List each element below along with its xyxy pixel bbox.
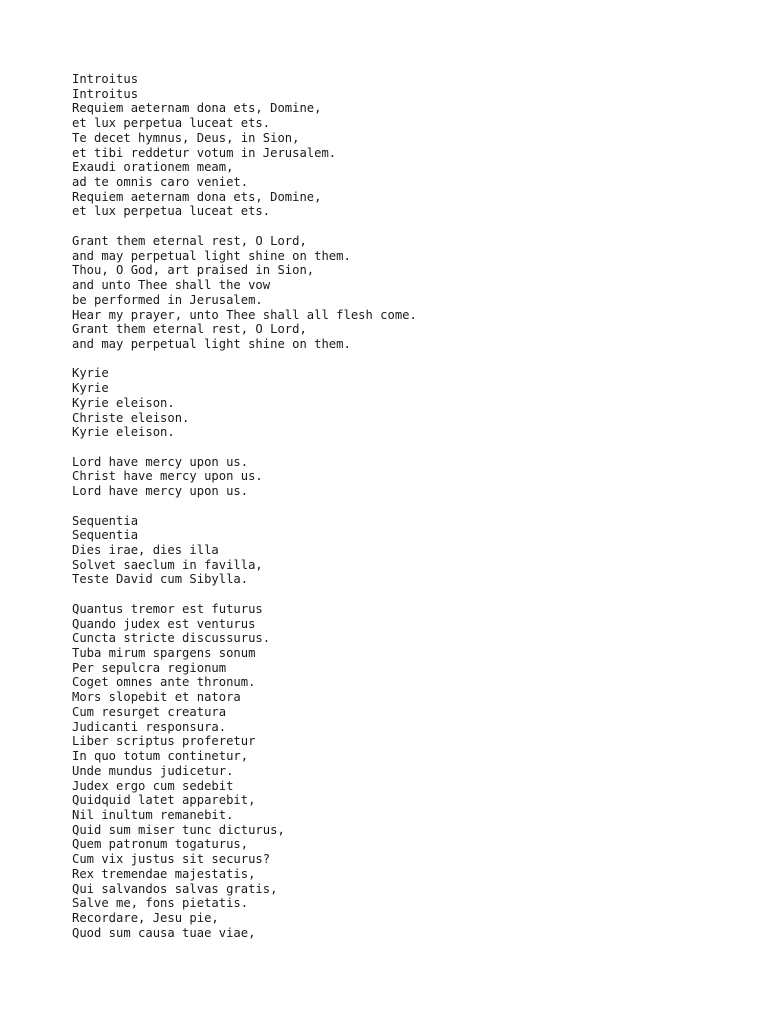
text-line: Kyrie [72,381,109,396]
text-line: Recordare, Jesu pie, [72,910,219,925]
text-line: Mors slopebit et natora [72,690,241,705]
text-line: Nil inultum remanebit. [72,807,234,822]
text-line: Salve me, fons pietatis. [72,896,249,911]
text-line: Quid sum miser tunc dicturus, [72,822,285,837]
text-line: Thou, O God, art praised in Sion, [72,263,315,278]
text-line: Requiem aeternam dona ets, Domine, [72,189,322,204]
text-line: Rex tremendae majestatis, [72,866,256,881]
text-line: Judex ergo cum sedebit [72,778,234,793]
text-line: Exaudi orationem meam, [72,160,234,175]
text-line: Te decet hymnus, Deus, in Sion, [72,130,300,145]
text-line: Kyrie eleison. [72,395,175,410]
text-line: Tuba mirum spargens sonum [72,646,256,661]
text-line: Lord have mercy upon us. [72,454,249,469]
text-line: Sequentia [72,528,139,543]
text-line: In quo totum continetur, [72,749,249,764]
text-line: et tibi reddetur votum in Jerusalem. [72,145,337,160]
text-line: Quando judex est venturus [72,616,256,631]
text-line: Solvet saeclum in favilla, [72,557,263,572]
text-line: Christ have mercy upon us. [72,469,263,484]
text-line: Quod sum causa tuae viae, [72,925,256,940]
text-line: Introitus [72,72,139,86]
text-line: Introitus [72,86,139,101]
text-line: and may perpetual light shine on them. [72,248,351,263]
text-line: Grant them eternal rest, O Lord, [72,233,307,248]
text-line: Kyrie [72,366,109,381]
text-line: and may perpetual light shine on them. [72,336,351,351]
lyrics-text-block [72,72,732,940]
text-line: Cum resurget creatura [72,704,227,719]
text-line: Requiem aeternam dona ets, Domine, [72,101,322,116]
text-line: Qui salvandos salvas gratis, [72,881,278,896]
text-line: Per sepulcra regionum [72,660,227,675]
text-line: Quem patronum togaturus, [72,837,249,852]
text-line: Unde mundus judicetur. [72,763,234,778]
text-line: Sequentia [72,513,139,528]
text-line: Kyrie eleison. [72,425,175,440]
text-line: Teste David cum Sibylla. [72,572,249,587]
text-line: Hear my prayer, unto Thee shall all flesh come. [72,307,417,322]
text-line: Lord have mercy upon us. [72,484,249,499]
text-line: Dies irae, dies illa [72,543,219,557]
text-line: Liber scriptus proferetur [72,734,256,749]
text-line: and unto Thee shall the vow [72,278,271,293]
text-line: Christe eleison. [72,410,190,425]
text-line: Coget omnes ante thronum. [72,675,256,690]
blank-line [72,440,732,455]
blank-line [72,219,732,234]
text-line: be performed in Jerusalem. [72,292,263,307]
text-line: Quantus tremor est futurus [72,601,263,616]
text-line: Cuncta stricte discussurus. [72,631,271,646]
text-line: ad te omnis caro veniet. [72,175,249,190]
text-line: Judicanti responsura. [72,719,227,734]
text-line: Cum vix justus sit securus? [72,852,271,867]
text-line: Quidquid latet apparebit, [72,793,256,808]
blank-line [72,499,732,514]
blank-line [72,587,732,602]
text-line: et lux perpetua luceat ets. [72,204,271,219]
text-line: Grant them eternal rest, O Lord, [72,322,307,337]
blank-line [72,352,732,367]
text-line: et lux perpetua luceat ets. [72,116,271,131]
